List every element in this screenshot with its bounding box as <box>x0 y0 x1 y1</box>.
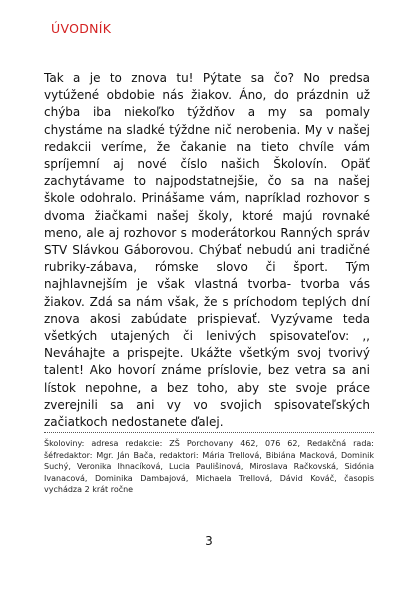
page-number: 3 <box>205 534 213 548</box>
masthead-footer: Školoviny: adresa redakcie: ZŠ Porchovany 462, 076 62, Redakčná rada: šéfredaktor: Mgr. Ján Bača, redaktori: Mária Trellová, Bibiána Macková, Dominik Suchý, Veronika Ihnacíková, Lucia Paulišinová, Miroslava Račkovská, Sidónia Ivanacová, Dominika Dambajová, Michaela Trellová, Dávid Kováč, časopis vychádza 2 krát ročne <box>44 439 374 494</box>
editorial-body: Tak a je to znova tu! Pýtate sa čo? No predsa vytúžené obdobie nás žiakov. Áno, do prázdnin už chýba iba niekoľko týždňov a my sa pomaly chystáme na sladké týždne nič nerobenia. My v našej redakcii veríme, že čakanie na tieto chvíle vám spríjemní aj nové číslo našich Školovín. Opäť zachytávame to najpodstatnejšie, čo sa na našej škole odohralo. Prinášame vám, napríklad rozhovor s dvoma žiačkami našej školy, ktoré majú rovnaké meno, ale aj rozhovor s moderátorkou Ranných správ STV Slávkou Gáborovou. Chýbať nebudú ani tradičné rubriky-zábava, rómske slovo či šport. Tým najhlavnejším je však vlastná tvorba- tvorba vás žiakov. Zdá sa nám však, že s príchodom teplých dní znova akosi zabúdate prispievať. Vyzývame teda všetkých utajených či lenivých spisovateľov: ,, Neváhajte a prispejte. Ukážte všetkým svoj tvorivý talent! Ako hovorí známe príslovie, bez vetra sa ani lístok nepohne, a bez toho, aby ste svoje práce zverejnili sa ani vy vo svojich spisovateľských začiatkoch nedostanete ďalej. <box>44 71 370 430</box>
editorial-heading: ÚVODNÍK <box>51 21 112 36</box>
footer-divider <box>44 432 374 433</box>
